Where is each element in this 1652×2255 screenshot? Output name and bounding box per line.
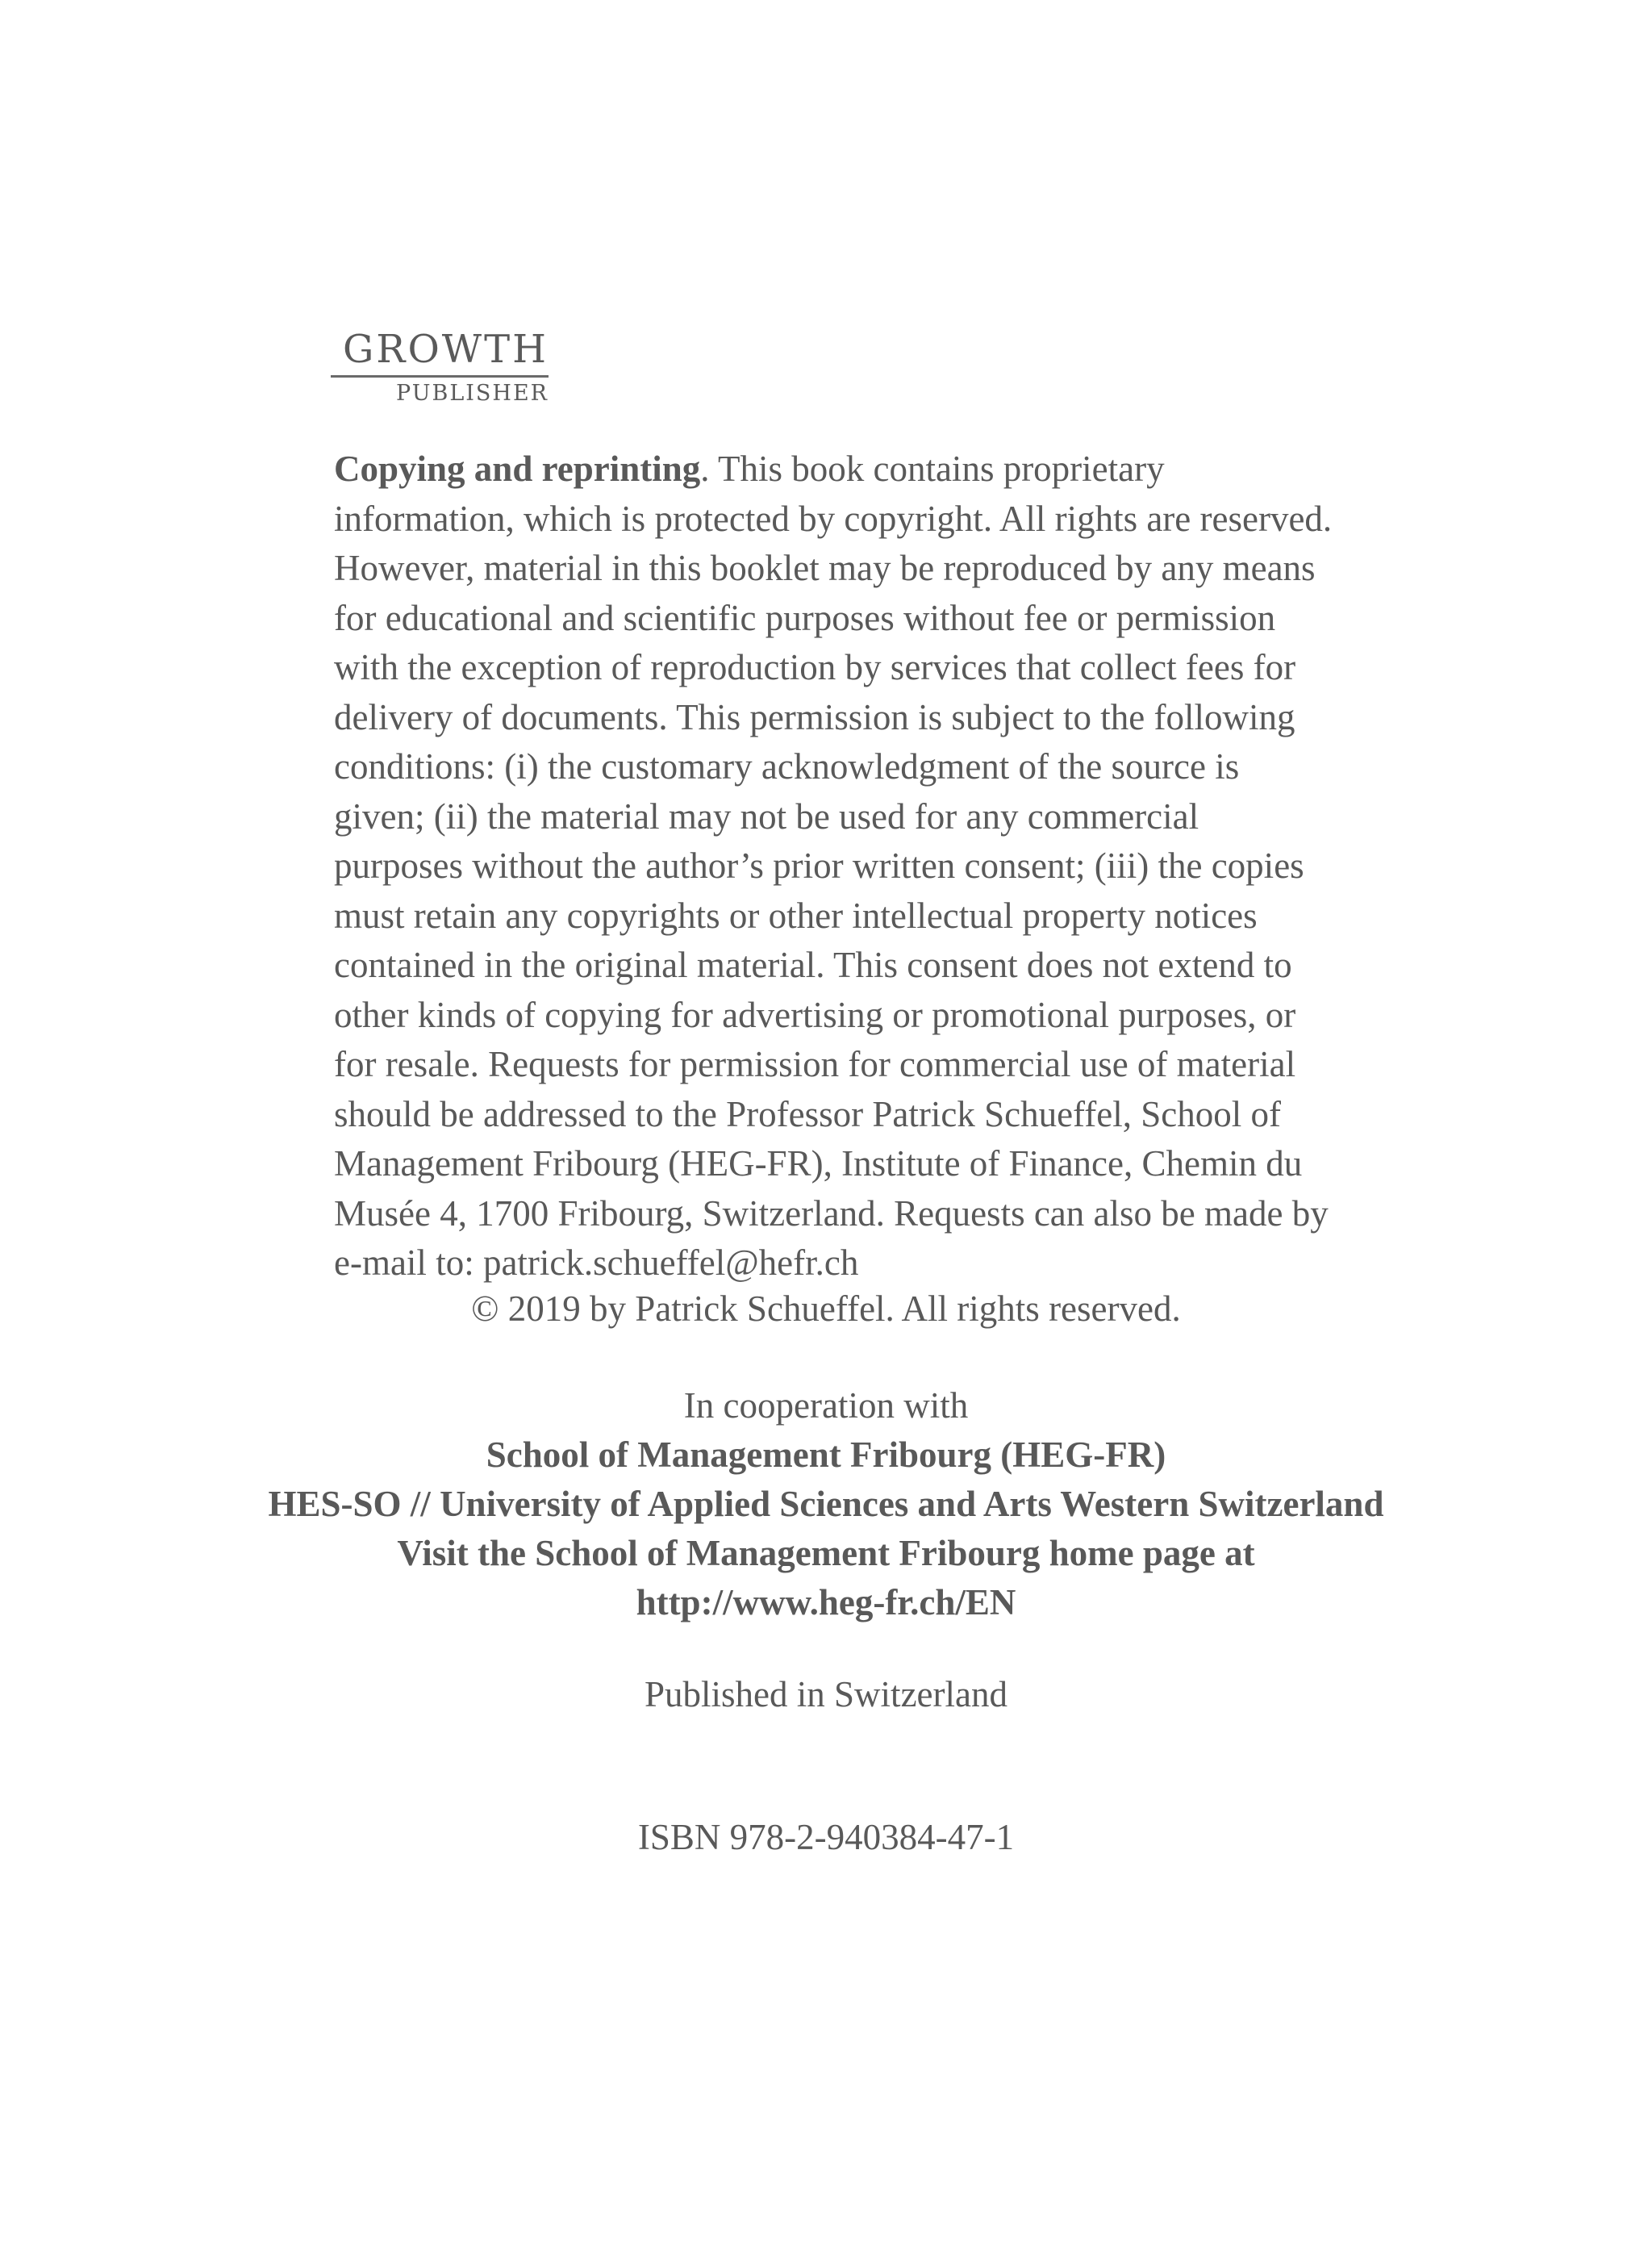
copyright-line: © 2019 by Patrick Schueffel. All rights reserved.	[471, 1288, 1181, 1329]
logo-name: GROWTH	[331, 327, 549, 378]
copyright-notice	[334, 445, 1334, 1288]
logo-tagline: PUBLISHER	[396, 381, 549, 406]
published-location: Published in Switzerland	[645, 1674, 1007, 1714]
cooperation-school: School of Management Fribourg (HEG-FR)	[486, 1434, 1166, 1475]
publisher-logo	[331, 327, 549, 410]
notice-lead: Copying and reprinting	[334, 449, 701, 489]
cooperation-intro: In cooperation with	[683, 1385, 969, 1426]
isbn: ISBN 978-2-940384-47-1	[637, 1817, 1015, 1857]
cooperation-visit: Visit the School of Management Fribourg home page at	[397, 1533, 1255, 1573]
cooperation-university: HES-SO // University of Applied Sciences and Arts Western Switzerland	[268, 1484, 1384, 1524]
cooperation-block	[0, 1381, 1652, 1627]
notice-body: . This book contains proprietary information, which is protected by copyright. All rights are reserved. However, material in this booklet may be reproduced by any means for educational and scientific purposes without fee or permission with the exception of reproduction by services that collect fees for delivery of documents. This permission is subject to the following conditions: (i) the customary acknowledgment of the source is given; (ii) the material may not be used for any commercial purposes without the author’s prior written consent; (iii) the copies must retain any copyrights or other intellectual property notices contained in the original material. This consent does not extend to other kinds of copying for advertising or promotional purposes, or for resale. Requests for permission for commercial use of material should be addressed to the Professor Patrick Schueffel, School of Management Fribourg (HEG-FR), Institute of Finance, Chemin du Musée 4, 1700 Fribourg, Switzerland. Requests can also be made by e-mail to: patrick.schueffel@hefr.ch	[334, 449, 1333, 1283]
cooperation-url: http://www.heg-fr.ch/EN	[636, 1582, 1016, 1622]
